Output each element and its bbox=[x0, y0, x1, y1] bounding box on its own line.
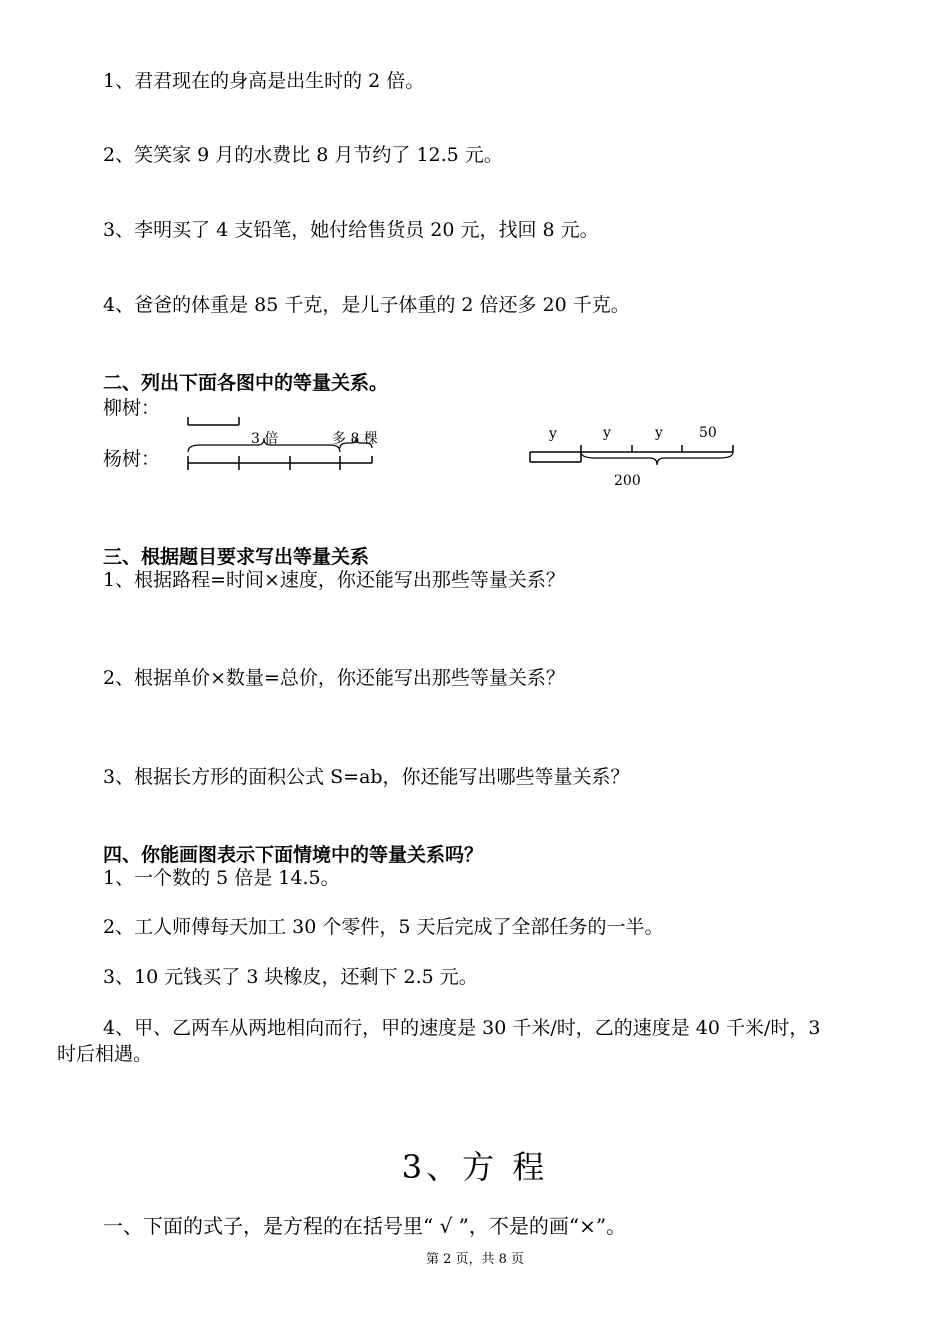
section4-item-1: 1、一个数的 5 倍是 14.5。 bbox=[103, 867, 340, 889]
section3-item-1: 1、根据路程=时间×速度，你还能写出那些等量关系？ bbox=[103, 569, 565, 591]
question-3: 3、李明买了 4 支铅笔，她付给售货员 20 元，找回 8 元。 bbox=[103, 219, 599, 241]
section4-item-2: 2、工人师傅每天加工 30 个零件，5 天后完成了全部任务的一半。 bbox=[103, 916, 664, 938]
total-label: 200 bbox=[614, 473, 641, 489]
section4-heading: 四、你能画图表示下面情境中的等量关系吗？ bbox=[103, 844, 484, 866]
question-2: 2、笑笑家 9 月的水费比 8 月节约了 12.5 元。 bbox=[103, 144, 503, 166]
brace-more bbox=[340, 438, 372, 448]
chapter-title: 3、方 程 bbox=[401, 1148, 549, 1186]
segment-label-1: y bbox=[549, 426, 557, 442]
segment-label-3: y bbox=[655, 425, 663, 441]
segment-label-4: 50 bbox=[699, 425, 717, 441]
question-1: 1、君君现在的身高是出生时的 2 倍。 bbox=[103, 70, 425, 92]
page-footer: 第 2 页，共 8 页 bbox=[425, 1252, 525, 1267]
willow-bar bbox=[188, 417, 239, 425]
poplar-bar bbox=[188, 456, 372, 470]
willow-label: 柳树： bbox=[103, 397, 161, 419]
more-label: 多 8 棵 bbox=[332, 431, 378, 447]
segment-label-2: y bbox=[603, 425, 611, 441]
brace-total bbox=[581, 452, 733, 465]
section3-item-3: 3、根据长方形的面积公式 S=ab，你还能写出哪些等量关系？ bbox=[103, 766, 630, 788]
poplar-label: 杨树： bbox=[103, 448, 161, 470]
section2-heading: 二、列出下面各图中的等量关系。 bbox=[103, 372, 389, 394]
section3-heading: 三、根据题目要求写出等量关系 bbox=[103, 546, 370, 568]
section4-item-3: 3、10 元钱买了 3 块橡皮，还剩下 2.5 元。 bbox=[103, 966, 478, 988]
question-4: 4、爸爸的体重是 85 千克，是儿子体重的 2 倍还多 20 千克。 bbox=[103, 294, 630, 316]
chapter-section1: 一、下面的式子，是方程的在括号里“ √ ”，不是的画“×”。 bbox=[103, 1214, 627, 1238]
section4-item-4-line2: 时后相遇。 bbox=[57, 1043, 153, 1065]
section4-item-4-line1: 4、甲、乙两车从两地相向而行，甲的速度是 30 千米/时，乙的速度是 40 千米/时，3 bbox=[103, 1017, 821, 1039]
segment-bar bbox=[530, 445, 733, 462]
section3-item-2: 2、根据单价×数量=总价，你还能写出那些等量关系？ bbox=[103, 667, 565, 689]
times-label: 3 倍 bbox=[251, 431, 279, 447]
brace-times bbox=[188, 438, 340, 452]
